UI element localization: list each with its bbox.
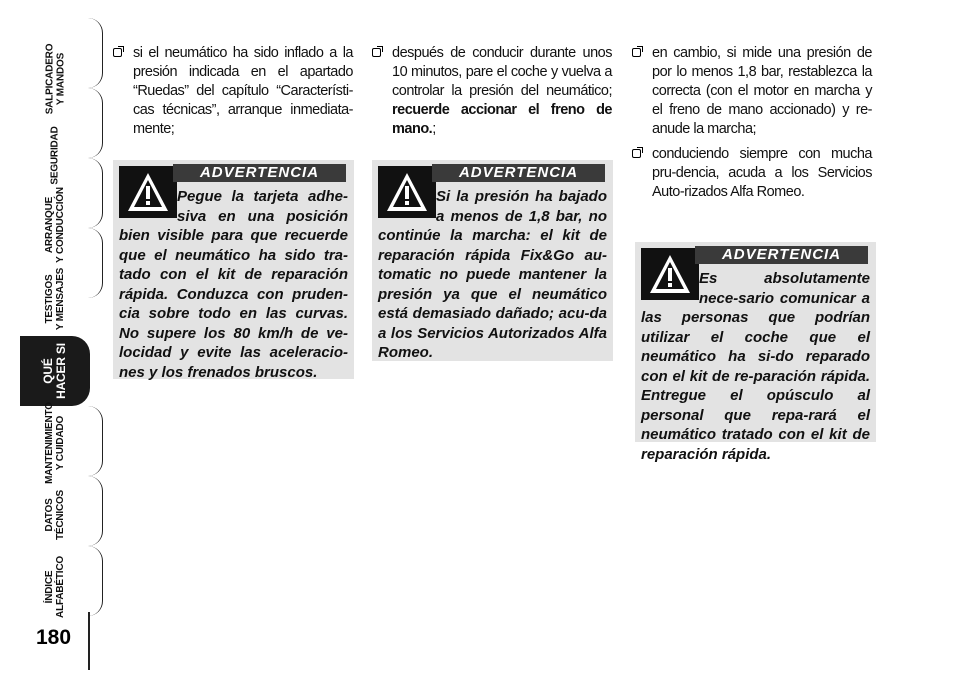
list-item-text: conduciendo siempre con mucha pru-dencia, acuda a los Servicios Auto-rizados Alfa Romeo. [652, 146, 872, 200]
warning-box [372, 160, 613, 361]
tab-datos-tecnicos[interactable] [20, 480, 90, 550]
tab-seguridad[interactable] [20, 120, 90, 190]
list-item [113, 44, 353, 139]
list-item-text: después de conducir durante unos 10 minutos, pare el coche y vuelva a controlar la presión del neumático; [392, 45, 612, 99]
warning-box [113, 160, 354, 379]
tab-salpicadero[interactable] [20, 44, 90, 114]
tab-divider [88, 228, 103, 298]
page-number: 180 [36, 626, 72, 649]
warning-text: Si la presión ha bajado a menos de 1,8 bar, no continúe la marcha: el kit de reparación rápida Fix&Go au-tomatic no puede mantener la presión ya que el neumático está demasiado dañado; acu-da a los Servicios Autorizados Alfa Romeo. [378, 188, 607, 361]
tab-label: TESTIGOS Y MENSAJES [43, 267, 66, 331]
warning-header: ADVERTENCIA [173, 164, 346, 182]
list-item-text: si el neumático ha sido inflado a la presión indicada en el apartado “Ruedas” del capítulo “Característi-cas técnicas”, arranque inmediata-mente; [133, 45, 353, 137]
tab-arranque[interactable] [20, 187, 90, 263]
tab-divider [88, 158, 103, 228]
list-item [632, 44, 872, 139]
tab-label: ÍNDICE ALFABÉTICO [43, 556, 66, 618]
list-item-emphasis: recuerde accionar el freno de mano. [392, 102, 612, 137]
tab-que-hacer-si[interactable] [20, 336, 90, 406]
checkbox-bullet-icon [632, 48, 641, 57]
tab-label: SEGURIDAD [49, 125, 61, 185]
warning-text: Pegue la tarjeta adhe-siva en una posición bien visible para que recuerde que el neumático ha sido tra-tado con el kit de reparación rápida. Conduzca con pruden-cia sobre todo en las curvas. No supere los 80 km/h de ve-locidad y evite las aceleracio-nes y los frenados bruscos. [119, 188, 348, 381]
checkbox-bullet-icon [372, 48, 381, 57]
tab-divider [88, 476, 103, 546]
tab-label: SALPICADERO Y MANDOS [44, 43, 66, 115]
warning-text: Es absolutamente nece-sario comunicar a las personas que podrían utilizar el coche que el neumático ha si-do reparado con el kit de re-paración rápida. Entregue el opúsculo al personal que repa-rará el neumático tratado con el kit de reparación rápida. [641, 270, 870, 463]
warning-header: ADVERTENCIA [695, 246, 868, 264]
list-item-text: en cambio, si mide una presión de por lo menos 1,8 bar, restablezca la correcta (con el motor en marcha y el freno de mano accionado) y re-anude la marcha; [652, 45, 872, 137]
sidebar-line [88, 612, 90, 670]
tab-divider [88, 88, 103, 158]
warning-header: ADVERTENCIA [432, 164, 605, 182]
list-item [372, 44, 612, 139]
tab-indice[interactable] [20, 552, 90, 622]
checkbox-bullet-icon [632, 149, 641, 158]
checkbox-bullet-icon [113, 48, 122, 57]
tab-mantenimiento[interactable] [20, 402, 90, 484]
tab-testigos[interactable] [20, 264, 90, 334]
tab-label: DATOS TÉCNICOS [43, 489, 66, 541]
tab-divider [88, 18, 103, 88]
list-item [632, 145, 872, 202]
chapter-sidebar [0, 0, 100, 692]
tab-divider [88, 546, 103, 616]
tab-label: MANTENIMIENTO Y CUIDADO [44, 402, 67, 484]
column-1 [113, 44, 353, 145]
tab-label: QUÉ HACER SI [41, 343, 68, 399]
warning-box [635, 242, 876, 463]
column-3 [632, 44, 872, 208]
list-item-end: ; [432, 121, 436, 137]
tab-divider [88, 406, 103, 476]
column-2 [372, 44, 612, 145]
tab-label: ARRANQUE Y CONDUCCIÓN [44, 187, 67, 263]
